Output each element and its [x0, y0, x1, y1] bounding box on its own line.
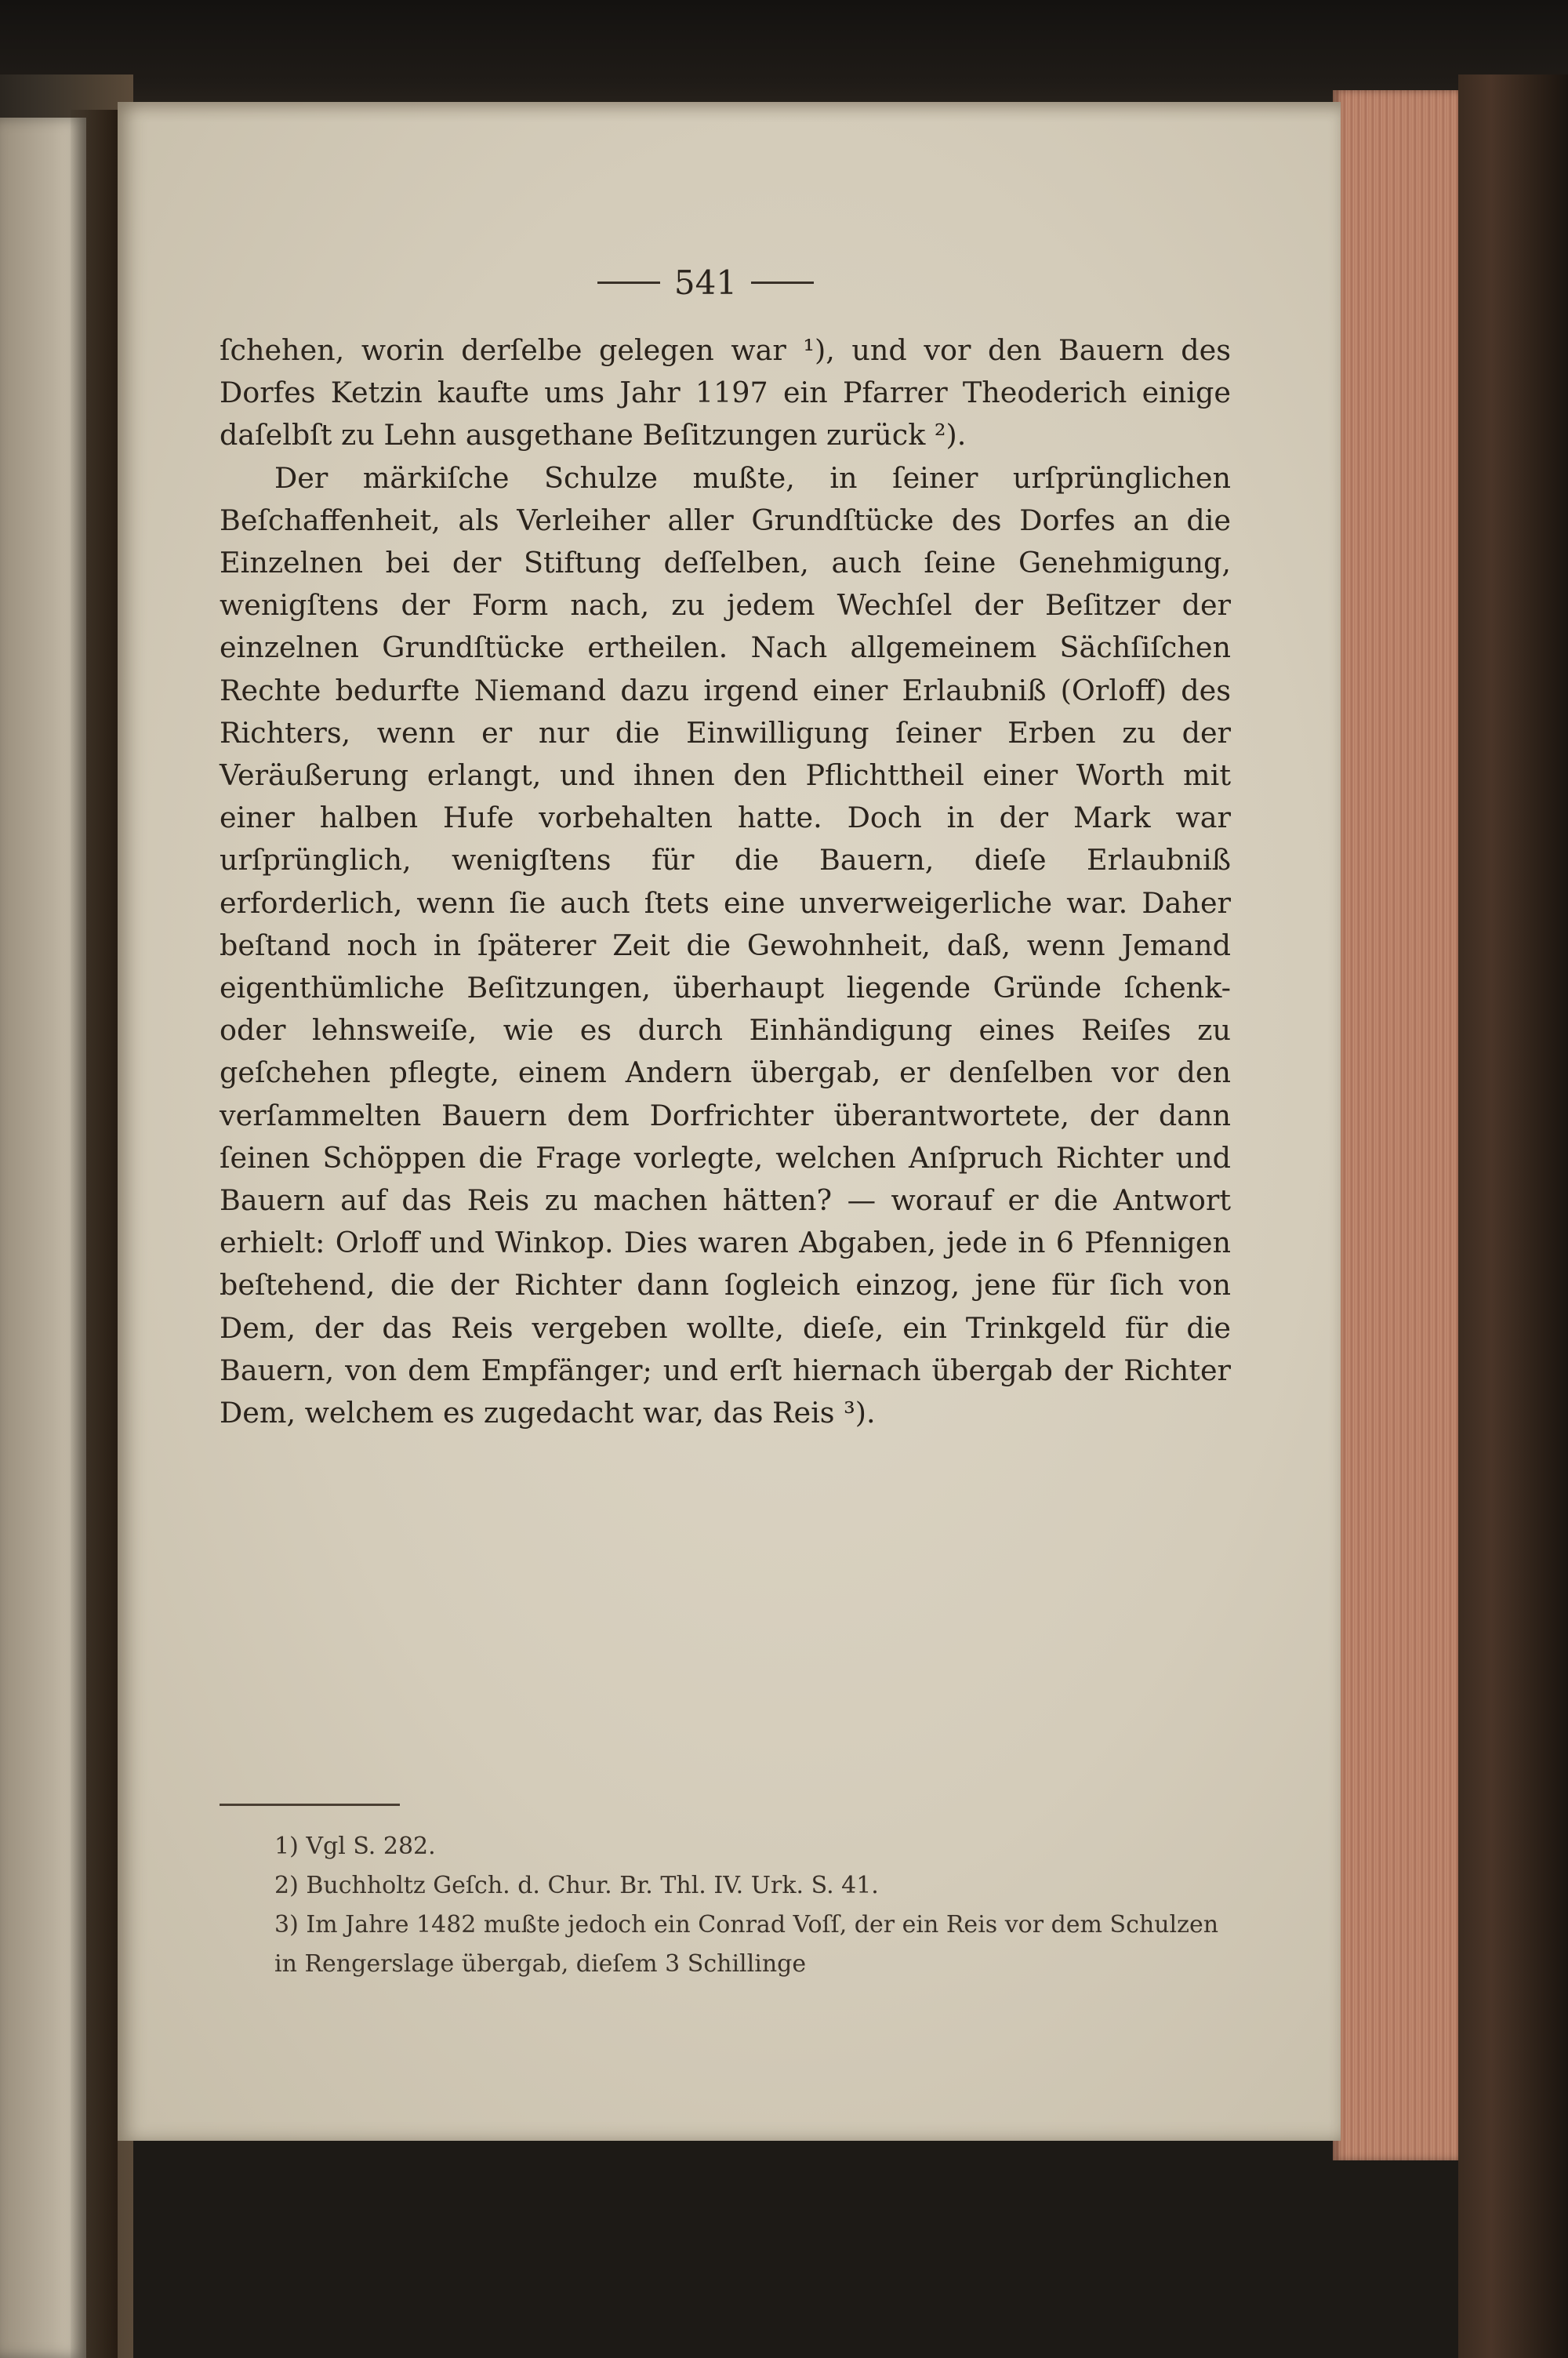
footnotes — [220, 1827, 1231, 1984]
book-cover-right — [1458, 74, 1568, 2358]
page-header — [541, 259, 870, 306]
footnote-3: 3) Im Jahre 1482 mußte jedoch ein Conrad Voſſ, der ein Reis vor dem Schulzen in Rengerslage übergab, dieſem 3 Schillinge — [274, 1911, 1219, 1978]
paragraph: Der märkiſche Schulze mußte, in ſeiner urſprünglichen Beſchaffenheit, als Verleiher aller Grundſtücke des Dorfes an die Einzelnen bei der Stiftung deſſelben, auch ſeine Genehmigung, wenigſtens der Form nach, zu jedem Wechſel der Beſitzer der einzelnen Grundſtücke ertheilen. Nach allgemeinem Sächſiſchen Rechte bedurfte Niemand dazu irgend einer Erlaubniß (Orloff) des Richters, wenn er nur die Einwilligung ſeiner Erben zu der Veräußerung erlangt, und ihnen den Pflichttheil einer Worth mit einer halben Hufe vorbehalten hatte. Doch in der Mark war urſprünglich, wenigſtens für die Bauern, dieſe Erlaubniß erforderlich, wenn ſie auch ſtets eine unverweigerliche war. Daher beſtand noch in ſpäterer Zeit die Gewohnheit, daß, wenn Jemand eigenthümliche Beſitzungen, überhaupt liegende Gründe ſchenk- oder lehnsweiſe, wie es durch Einhändigung eines Reiſes zu geſchehen pflegte, einem Andern übergab, er denſelben vor den verſammelten Bauern dem Dorfrichter überantwortete, der dann ſeinen Schöppen die Frage vorlegte, welchen Anſpruch Richter und Bauern auf das Reis zu machen hätten? — worauf er die Antwort erhielt: Orloff und Winkop. Dies waren Abgaben, jede in 6 Pfennigen beſtehend, die der Richter dann ſogleich einzog, jene für ſich von Dem, der das Reis vergeben wollte, dieſe, ein Trinkgeld für die Bauern, von dem Empfänger; und erſt hiernach übergab der Richter Dem, welchem es zugedacht war, das Reis ³). — [220, 460, 1231, 1430]
footnote-1: 1) Vgl S. 282. — [274, 1833, 436, 1860]
header-rule-right — [751, 282, 814, 284]
page-block-edge — [1333, 90, 1458, 2160]
book-gutter — [71, 110, 118, 2358]
page-number: 541 — [673, 263, 738, 302]
main-text — [220, 329, 1231, 1434]
book-page — [118, 102, 1341, 2141]
header-rule-left — [597, 282, 660, 284]
footnote-2: 2) Buchholtz Geſch. d. Chur. Br. Thl. IV. Urk. S. 41. — [274, 1872, 879, 1899]
paragraph-continued: ſchehen, worin derſelbe gelegen war ¹), und vor den Bauern des Dorfes Ketzin kaufte ums Jahr 1197 ein Pfarrer Theoderich einige daſelbſt zu Lehn ausgethane Beſitzungen zurück ²). — [220, 333, 1231, 452]
footnote-divider — [220, 1804, 400, 1806]
